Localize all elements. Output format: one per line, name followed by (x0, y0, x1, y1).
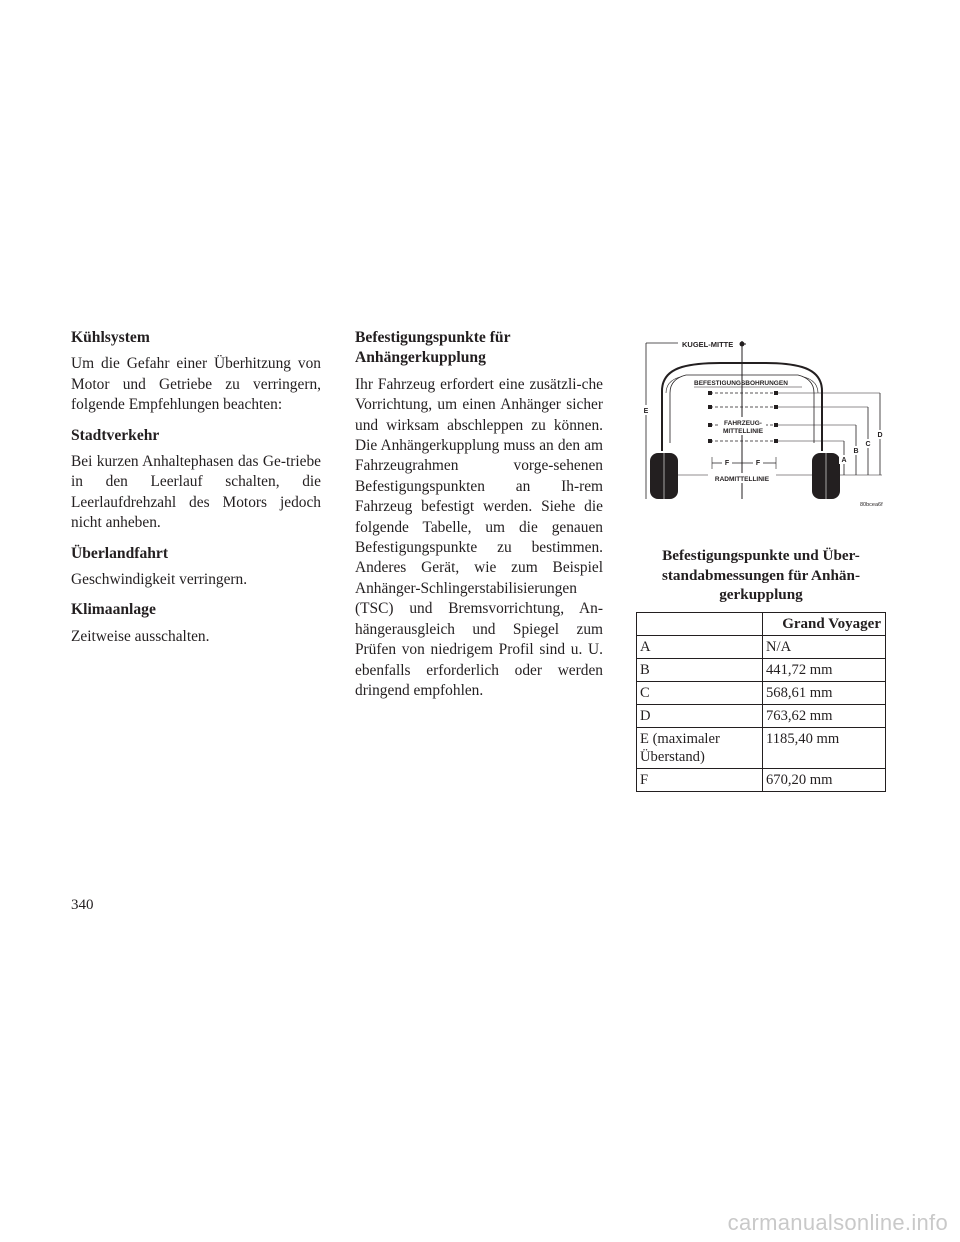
wheel-center-label: RADMITTELLINIE (714, 476, 770, 483)
table-row (637, 682, 886, 705)
vehicle-center-label-1: FAHRZEUG- (724, 420, 762, 427)
dimension-d: D (877, 432, 883, 439)
dimension-a: A (841, 457, 847, 464)
row-key: A (637, 636, 763, 659)
row-value: 1185,40 mm (763, 728, 886, 769)
dimension-f-left: F (724, 460, 730, 467)
cooling-system-text: Um die Gefahr einer Überhitzung von Motor und Getriebe zu verringern, folgende Empfehlungen beachten: (71, 355, 321, 414)
table-header-grand-voyager: Grand Voyager (763, 613, 886, 636)
row-value: 441,72 mm (763, 659, 886, 682)
figure-code: 80bcea6f (860, 502, 883, 508)
page-number: 340 (71, 897, 94, 913)
heading-mounting-points: Befestigungspunkte für Anhängerkupplung (355, 329, 511, 367)
hitch-diagram (636, 333, 888, 513)
spec-table (636, 612, 886, 792)
table-caption: Befestigungspunkte und Über-standabmessungen für Anhän-gerkupplung (661, 547, 861, 604)
highway-text: Geschwindigkeit verringern. (71, 571, 248, 589)
row-key: B (637, 659, 763, 682)
row-value: 568,61 mm (763, 682, 886, 705)
table-row (637, 636, 886, 659)
ball-center-point (740, 342, 745, 347)
dimension-f-right: F (755, 460, 761, 467)
heading-cooling-system: Kühlsystem (71, 329, 150, 346)
left-column (71, 328, 321, 647)
heading-air-conditioning: Klimaanlage (71, 601, 156, 619)
table-row (637, 705, 886, 728)
table-header-row (637, 613, 886, 636)
row-key: F (637, 769, 763, 792)
table-row (637, 769, 886, 792)
dimension-c: C (865, 441, 871, 448)
table-header-empty-cell (637, 613, 763, 636)
dimension-e: E (643, 408, 649, 415)
heading-city-traffic: Stadtverkehr (71, 426, 160, 444)
middle-column (355, 328, 603, 711)
table-row (637, 728, 886, 769)
air-conditioning-text: Zeitweise ausschalten. (71, 627, 210, 645)
vehicle-center-label-2: MITTELLINIE (722, 428, 764, 435)
city-traffic-text: Bei kurzen Anhaltephasen das Ge-triebe in den Leerlauf schalten, die Leerlaufdrehzahl des Motors jedoch nicht anheben. (71, 453, 321, 532)
row-key: E (maximaler Überstand) (637, 728, 763, 769)
table-row (637, 659, 886, 682)
heading-highway: Überlandfahrt (71, 544, 169, 562)
row-value: 670,20 mm (763, 769, 886, 792)
row-key: D (637, 705, 763, 728)
row-value: N/A (763, 636, 886, 659)
watermark[interactable]: carmanualsonline.info (727, 1210, 948, 1235)
mounting-points-text: Ihr Fahrzeug erfordert eine zusätzli-che Vorrichtung, um einen Anhänger sicher und wirksam abschleppen zu können. Die Anhängerkupplung muss an den am Fahrzeugrahmen vorge-sehenen Befestigungspunkten an Ih-rem Fahrzeug befestigt werden. Siehe die folgende Tabelle, um die genauen Befestigungspunkte zu bestimmen. Anderes Gerät, wie zum Beispiel Anhänger-Schlingerstabilisierungen (TSC) und Bremsvorrichtung, An-hängerausgleich und Spiegel zum Prüfen von niedrigem Profil sind u. U. ebenfalls erforderlich oder werden dringend empfohlen. (355, 375, 603, 699)
row-key: C (637, 682, 763, 705)
mounting-holes-label: BEFESTIGUNGSBOHRUNGEN (694, 380, 788, 387)
ball-center-label: KUGEL-MITTE (682, 340, 734, 349)
dimension-b: B (853, 448, 859, 455)
row-value: 763,62 mm (763, 705, 886, 728)
